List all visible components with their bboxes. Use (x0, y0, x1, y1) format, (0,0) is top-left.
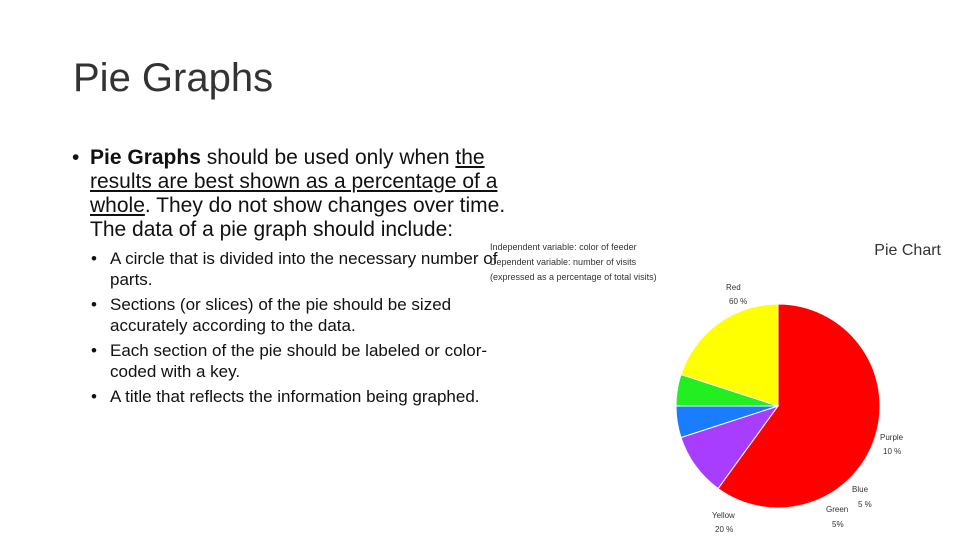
slice-percent-label: 10 % (883, 447, 902, 456)
slice-percent-label: 5 % (858, 500, 872, 509)
independent-variable-note: Independent variable: color of feeder (490, 242, 637, 252)
slice-name-label: Yellow (712, 511, 735, 520)
slice-percent-label: 60 % (729, 297, 748, 306)
sub-bullet-list (72, 248, 512, 407)
bullet-bold-term: Pie Graphs (90, 146, 201, 169)
slice-name-label: Purple (880, 433, 904, 442)
pie-chart-figure (490, 236, 960, 540)
slide-title: Pie Graphs (73, 56, 274, 100)
bullet-underlined-text: the results are best shown as a percentage of a whole (90, 146, 498, 217)
bullet-dot: • (72, 146, 80, 169)
sub-bullet-text: A title that reflects the information being graphed. (110, 387, 480, 406)
bullet-dot: • (91, 249, 97, 268)
sub-bullet (72, 294, 512, 336)
sub-bullet (72, 248, 512, 290)
bullet-list (72, 146, 512, 411)
bullet-dot: • (91, 295, 97, 314)
slice-percent-label: 20 % (715, 525, 734, 534)
sub-bullet (72, 386, 512, 407)
slice-name-label: Green (826, 505, 849, 514)
pie-chart-svg (490, 236, 960, 540)
bullet-text-part2: . They do not show changes over time. The data of a pie graph should include: (90, 194, 506, 241)
sub-bullet-text: Each section of the pie should be labeled or color-coded with a key. (110, 341, 488, 381)
chart-title: Pie Chart (874, 242, 941, 259)
main-bullet (72, 146, 512, 242)
slice-name-label: Blue (852, 485, 869, 494)
sub-bullet (72, 340, 512, 382)
slice-name-label: Red (726, 283, 741, 292)
percentage-note: (expressed as a percentage of total visits) (490, 272, 657, 282)
dependent-variable-note: Dependent variable: number of visits (490, 257, 637, 267)
sub-bullet-text: Sections (or slices) of the pie should be sized accurately according to the data. (110, 295, 452, 335)
sub-bullet-text: A circle that is divided into the necessary number of parts. (110, 249, 498, 289)
slice-percent-label: 5% (832, 520, 844, 529)
bullet-text-part1: should be used only when (200, 146, 456, 169)
bullet-dot: • (91, 341, 97, 360)
bullet-dot: • (91, 387, 97, 406)
